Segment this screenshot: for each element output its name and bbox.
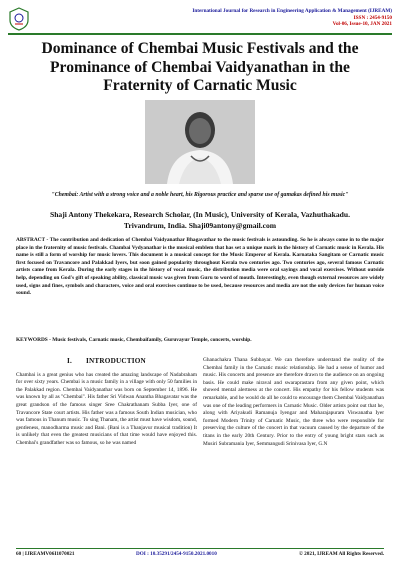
paper-title: Dominance of Chembai Music Festivals and the Prominance of Chembai Vaidyanathan in the Fraternity of Carnatic Music bbox=[41, 40, 359, 94]
portrait-photo bbox=[145, 100, 255, 184]
author-location-email: Trivandrum, India. Shaji09antony@gmail.com bbox=[123, 221, 277, 230]
left-column bbox=[16, 354, 197, 448]
journal-logo-icon bbox=[8, 6, 30, 32]
keywords: KEYWORDS - Music festivals, Carnatic music, Chembaifamily, Guruvayur Temple, concerts, worship. bbox=[16, 337, 252, 343]
right-column bbox=[203, 357, 384, 448]
journal-issn: ISSN : 2454-9150 bbox=[353, 14, 392, 21]
footer-page-id: 60 | IJREAMV06I1070021 bbox=[16, 551, 75, 557]
abstract: ABSTRACT - The contribution and dedication of Chembai Vaidyanathar Bhagavathar to the music festivals is astounding. So he is always come in to the major place in the fraternity of music festivals. Chambai Vydyanathar is the musical emblem that has set a unique mark in the history of Carnatic music in Kerala. His name is still a form of worship for music lovers. This document is a musical concept for the Music Emperor of Kerala. Karnataka Sangitam or Carnatic music first focused on Travancore and Palakkad Iyers, but soon gained popularity throughout Kerala two centuries ago. Two centuries ago, several famous Carnatic artists came from Kerala. During the early stages in the history of vocal music, the distribution media were oral sayings and vocal exercises. Without outside help, depending on God's gift of speaking ability, classical music was given from Guru to word of mouth. Interestingly, even though external resources are widely used, signs and fines, symbols and characters, voice and oral exercises continue to be used, because resources and media are not the only devices for human voice sound. bbox=[16, 237, 384, 297]
author-block bbox=[16, 209, 384, 231]
portrait-image-icon bbox=[145, 100, 255, 184]
footer-divider bbox=[16, 548, 384, 549]
intro-paragraph: Chambai is a great genius who has created the amazing landscape of Nadabraham for over sixty years. Chembai is a music family in a village with only 50 families in the Palakkad region. Chembai Vaidyanathar was born on September 14, 1896. He was known by all as "Chembai". His father Sri Vidwan Anantha Bhagavatar was the great grandson of the famous singer Sree Chakrathanam Subba Iyer, one of Travancore State court artists. His father was a famous South Indian musician, who was famous in Thanum music. To sing Thanam, the artist must have wisdom, sound, gentleness, manodharma music and Bani. (Bani is a Thanjavur musical tradition) It is unlikely that even the greatest musicians of that time would have enjoyed this. Chembai's grandfather was so famous, so he was named bbox=[16, 371, 197, 446]
intro-paragraph-continued: Ghanachakra Thana Subbayar. We can therefore understand the reality of the Chembai family in the Carnatic music relationship. He had a sense of humor and music. His concerts and presence are therefore drawn to the audience on an ongoing basis. He could make niraval and swaraprastara from any given point, which showed mental alertness at the concert. His empathy for his fellow students was remarkable, and he would do all he could to encourage them Chembai Vaidyanathan was one of the leading performers in Carnatic Music. Older artists point out that he, along with Ariyakudi Ramanuja Iyengar and Maharajapuram Viswanatha Iyer formed Modern Trinity of Carnatic Music, the three who were responsible for preserving the culture of the concert in that vacuum caused by the departure of the titans in the early 20th Century. Prior to the entry of young bright stars such as Musiri Subramania Iyer, Semmangudi Srinivasa Iyer, G.N bbox=[203, 357, 384, 447]
journal-volume: Vol-06, Issue-10, JAN 2021 bbox=[332, 21, 392, 27]
footer-doi: DOI : 10.35291/2454-9150.2021.0010 bbox=[136, 551, 217, 557]
photo-caption: "Chembai: Artist with a strong voice and a noble heart, his Rigorous practice and sparse use of gamakas defined his music" bbox=[51, 192, 349, 198]
author-affiliation: Shaji Antony Thekekara, Research Scholar, (In Music), University of Kerala, Vazhuthakadu. bbox=[49, 210, 351, 219]
journal-header bbox=[100, 8, 392, 28]
journal-name: International Journal for Research in Engineering Application & Management (IJREAM) bbox=[192, 8, 392, 14]
header-divider bbox=[8, 33, 392, 35]
section-number: I. bbox=[67, 357, 73, 365]
section-title: INTRODUCTION bbox=[86, 357, 146, 365]
footer-copyright: © 2021, IJREAM All Rights Reserved. bbox=[299, 551, 384, 557]
section-heading bbox=[16, 358, 197, 366]
